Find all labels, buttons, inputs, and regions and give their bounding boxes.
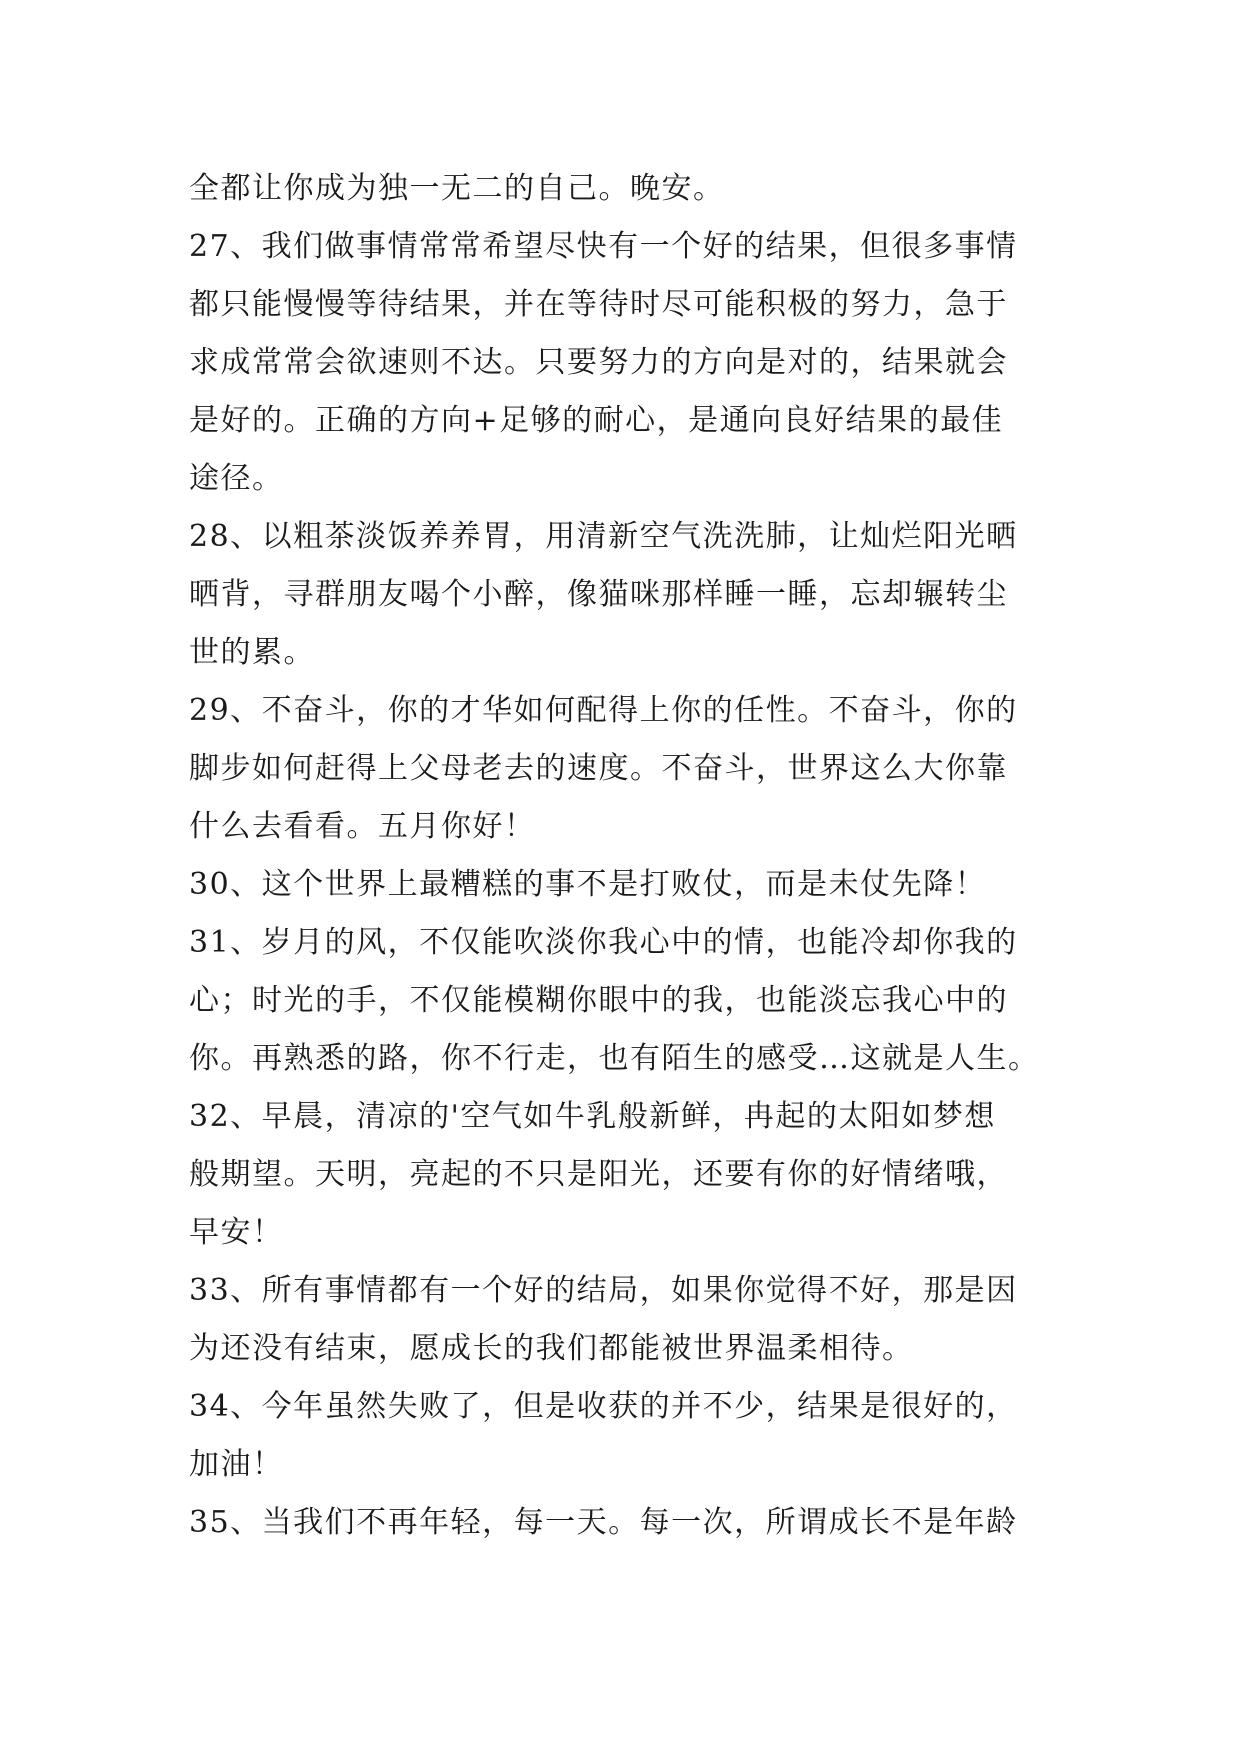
text-line-6: 途径。: [189, 461, 284, 496]
text-line-8: 晒背，寻群朋友喝个小醉，像猫咪那样睡一睡，忘却辗转尘: [189, 577, 1008, 612]
text-line-19: 早安！: [189, 1215, 284, 1250]
text-line-24: 35、当我们不再年轻，每一天。每一次，所谓成长不是年龄: [189, 1505, 1018, 1540]
text-line-4: 求成常常会欲速则不达。只要努力的方向是对的，结果就会: [189, 345, 1008, 380]
text-line-5: 是好的。正确的方向+足够的耐心，是通向良好结果的最佳: [189, 403, 1004, 438]
text-line-7: 28、以粗茶淡饭养养胃，用清新空气洗洗肺，让灿烂阳光晒: [189, 519, 1018, 554]
document-body: [189, 160, 1069, 1552]
text-line-1: 全都让你成为独一无二的自己。晚安。: [189, 171, 725, 206]
text-line-15: 心；时光的手，不仅能模糊你眼中的我，也能淡忘我心中的: [189, 983, 1008, 1018]
text-line-17: 32、早晨，清凉的'空气如牛乳般新鲜，冉起的太阳如梦想: [189, 1099, 996, 1134]
text-line-11: 脚步如何赶得上父母老去的速度。不奋斗，世界这么大你靠: [189, 751, 1008, 786]
text-line-10: 29、不奋斗，你的才华如何配得上你的任性。不奋斗，你的: [189, 693, 1018, 728]
text-line-3: 都只能慢慢等待结果，并在等待时尽可能积极的努力，急于: [189, 287, 1008, 322]
text-line-20: 33、所有事情都有一个好的结局，如果你觉得不好，那是因: [189, 1273, 1018, 1308]
text-line-13: 30、这个世界上最糟糕的事不是打败仗，而是未仗先降！: [189, 867, 987, 902]
text-line-16: 你。再熟悉的路，你不行走，也有陌生的感受…这就是人生。: [189, 1041, 1040, 1076]
text-line-21: 为还没有结束，愿成长的我们都能被世界温柔相待。: [189, 1331, 914, 1366]
text-line-12: 什么去看看。五月你好！: [189, 809, 536, 844]
text-line-14: 31、岁月的风，不仅能吹淡你我心中的情，也能冷却你我的: [189, 925, 1018, 960]
text-line-23: 加油！: [189, 1447, 284, 1482]
text-line-9: 世的累。: [189, 635, 315, 670]
text-line-2: 27、我们做事情常常希望尽快有一个好的结果，但很多事情: [189, 229, 1018, 264]
text-line-22: 34、今年虽然失败了，但是收获的并不少，结果是很好的，: [189, 1389, 1018, 1424]
text-line-18: 般期望。天明，亮起的不只是阳光，还要有你的好情绪哦，: [189, 1157, 1008, 1192]
